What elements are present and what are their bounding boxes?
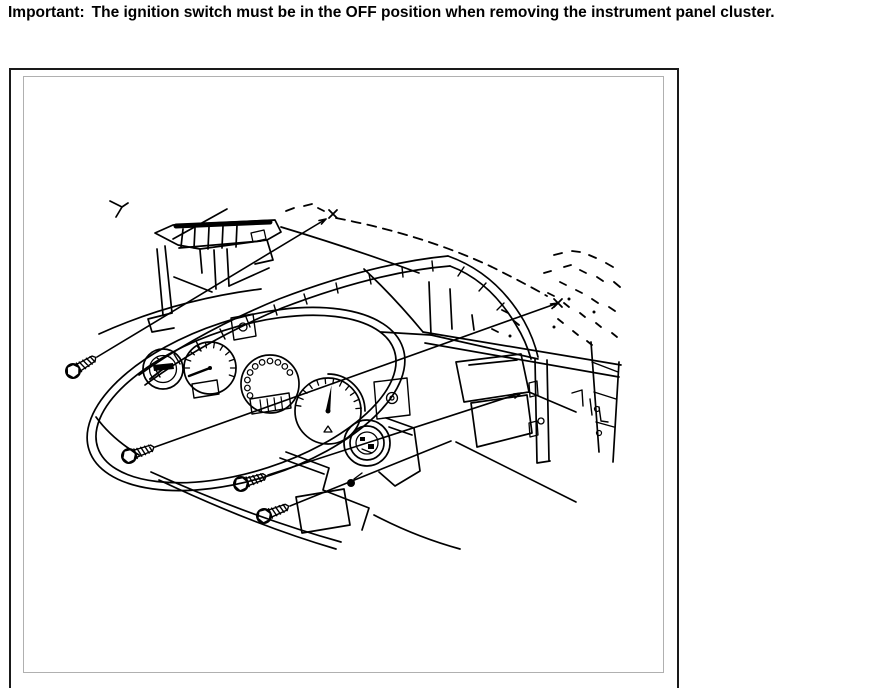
bracket-structure (423, 332, 621, 463)
gauge-fuel (143, 349, 183, 389)
important-notice (8, 3, 775, 22)
important-label: Important: (8, 4, 85, 21)
hidden-edge-dashes (286, 204, 620, 345)
figure-frame-outer (9, 68, 679, 688)
leader-lines (97, 219, 576, 506)
gauge-tachometer (184, 342, 236, 398)
screw-1 (63, 351, 99, 380)
screw-2 (120, 441, 156, 465)
important-text: The ignition switch must be in the OFF position when removing the instrument panel cluster. (91, 4, 775, 21)
cluster-removal-illustration (24, 77, 663, 672)
dash-hood (110, 201, 281, 332)
lower-trim (96, 417, 460, 549)
illustration-ink (63, 201, 621, 549)
figure-frame-inner (23, 76, 664, 673)
